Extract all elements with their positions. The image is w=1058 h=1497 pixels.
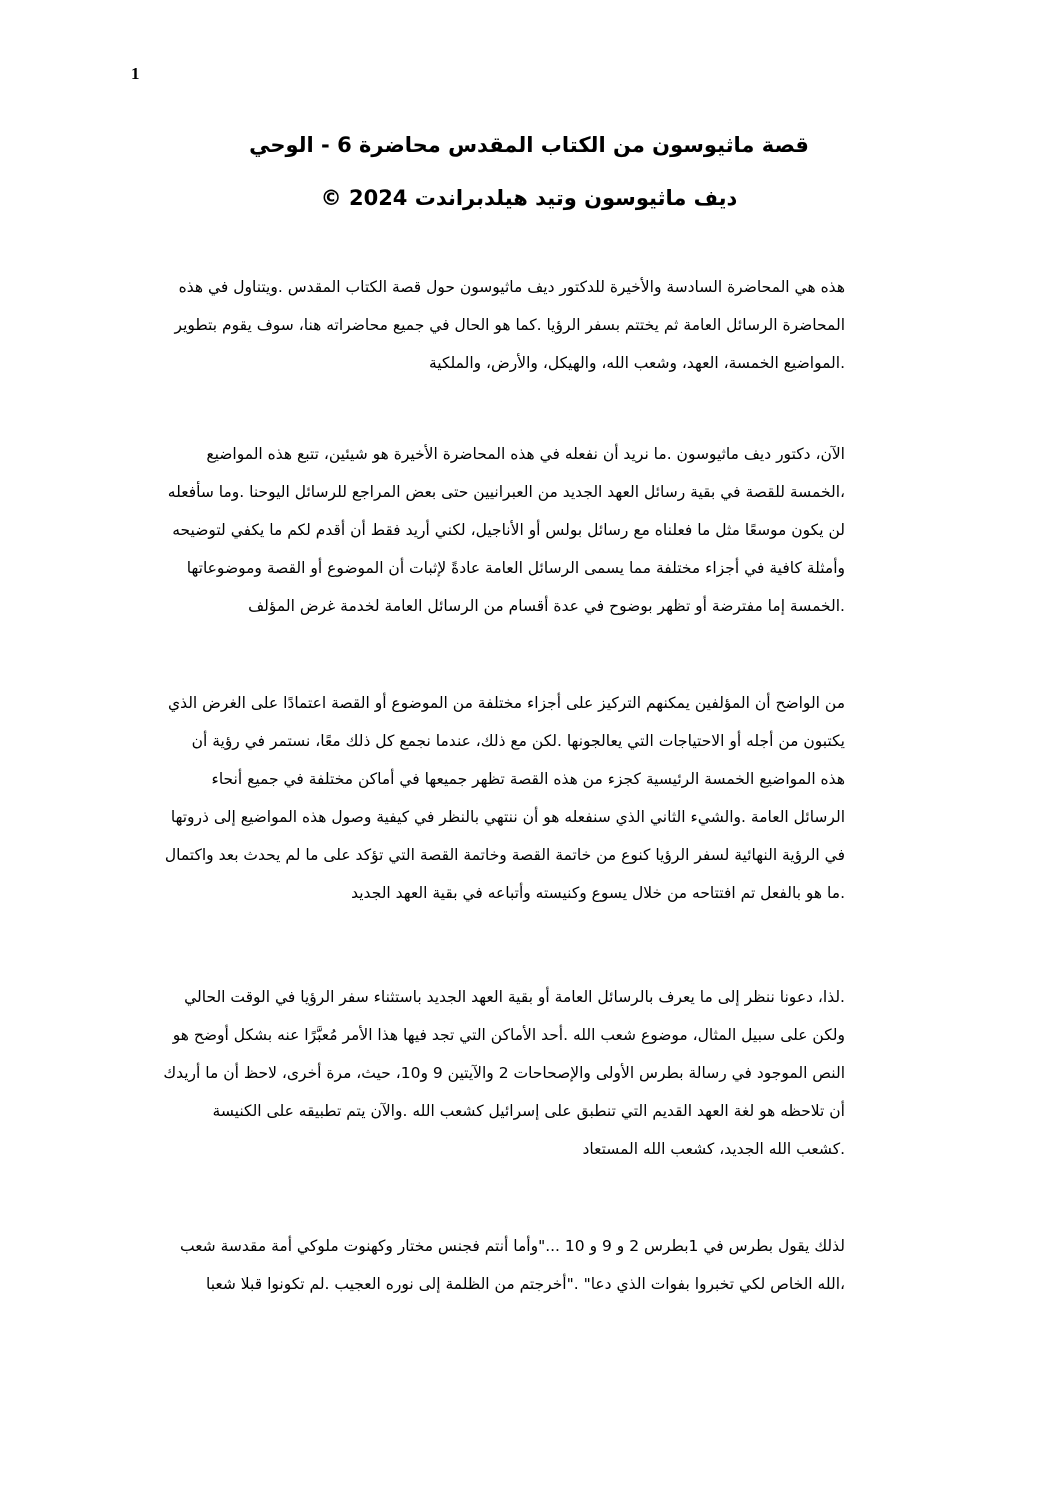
- text-line: ولكن على سبيل المثال، موضوع شعب الله .أحد الأماكن التي تجد فيها هذا الأمر مُعبَّرًا عنه بشكل أوضح هو: [172, 1026, 845, 1044]
- text-line: الرسائل العامة .والشيء الثاني الذي سنفعله هو أن ننتهي بالنظر في كيفية وصول هذه المواضيع إلى ذروتها: [170, 808, 845, 826]
- text-line: لن يكون موسعًا مثل ما فعلناه مع رسائل بولس أو الأناجيل، لكني أريد فقط أن أقدم لكم ما يكفي لتوضيحه: [172, 521, 845, 539]
- text-line: الآن، دكتور ديف ماثيوسون .ما نريد أن نفعله في هذه المحاضرة الأخيرة هو شيئين، تتبع هذه المواضيع: [206, 445, 845, 463]
- paragraph-people-of-god: [163, 978, 845, 1168]
- paragraph-goals: [167, 435, 845, 625]
- text-line: .ما هو بالفعل تم افتتاحه من خلال يسوع وكنيسته وأتباعه في بقية العهد الجديد: [351, 884, 845, 902]
- text-line: وأمثلة كافية في أجزاء مختلفة مما يسمى الرسائل العامة عادةً لإثبات أن الموضوع أو القصة وموضوعاتها: [186, 559, 845, 577]
- text-line: .لذا، دعونا ننظر إلى ما يعرف بالرسائل العامة أو بقية العهد الجديد باستثناء سفر الرؤيا في الوقت الحالي: [184, 988, 845, 1006]
- text-line: هذه هي المحاضرة السادسة والأخيرة للدكتور ديف ماثيوسون حول قصة الكتاب المقدس .ويتناول في هذه: [178, 278, 845, 296]
- text-line: يكتبون من أجله أو الاحتياجات التي يعالجونها .لكن مع ذلك، عندما نجمع كل ذلك معًا، نستمر في رؤية أن: [191, 732, 845, 750]
- text-line: هذه المواضيع الخمسة الرئيسية كجزء من هذه القصة تظهر جميعها في أماكن مختلفة في جميع أنحاء: [211, 770, 845, 788]
- text-line: المحاضرة الرسائل العامة ثم يختتم بسفر الرؤيا .كما هو الحال في جميع محاضراته هنا، سوف يقوم بتطوير: [174, 316, 845, 334]
- text-line: النص الموجود في رسالة بطرس الأولى والإصحاحات 2 والآيتين 9 و10، حيث، مرة أخرى، لاحظ أن ما أريدك: [163, 1064, 845, 1082]
- text-line: لذلك يقول بطرس في 1بطرس 2 و 9 و 10 ..."وأما أنتم فجنس مختار وكهنوت ملوكي أمة مقدسة شعب: [179, 1237, 845, 1255]
- text-line: ،الخمسة للقصة في بقية رسائل العهد الجديد من العبرانيين حتى بعض المراجع للرسائل اليوحنا .وما سأفعله: [167, 483, 845, 501]
- text-line: من الواضح أن المؤلفين يمكنهم التركيز على أجزاء مختلفة من الموضوع أو القصة اعتمادًا على الغرض الذي: [167, 694, 845, 712]
- text-line: أن تلاحظه هو لغة العهد القديم التي تنطبق على إسرائيل كشعب الله .والآن يتم تطبيقه على الكنيسة: [212, 1102, 845, 1120]
- text-line: .الخمسة إما مفترضة أو تظهر بوضوح في عدة أقسام من الرسائل العامة لخدمة غرض المؤلف: [248, 597, 845, 615]
- text-line: .المواضيع الخمسة، العهد، وشعب الله، والهيكل، والأرض، والملكية: [428, 354, 845, 372]
- page-number: 1: [131, 64, 140, 83]
- text-line: ،الله الخاص لكي تخبروا بفوات الذي دعا" ."أخرجتم من الظلمة إلى نوره العجيب .لم تكونوا قبلا شعبا: [206, 1275, 845, 1293]
- document-authors: ديف ماثيوسون وتيد هيلدبراندت 2024 ©: [320, 186, 738, 210]
- paragraph-peter-quote: [179, 1227, 845, 1303]
- document-title: قصة ماثيوسون من الكتاب المقدس محاضرة 6 - الوحي: [249, 133, 809, 157]
- text-line: في الرؤية النهائية لسفر الرؤيا كنوع من خاتمة القصة وخاتمة القصة التي تؤكد على ما لم يحدث بعد واكتمال: [164, 846, 845, 864]
- paragraph-authors-focus: [164, 684, 845, 912]
- paragraph-intro: [174, 268, 845, 382]
- text-line: .كشعب الله الجديد، كشعب الله المستعاد: [582, 1140, 845, 1158]
